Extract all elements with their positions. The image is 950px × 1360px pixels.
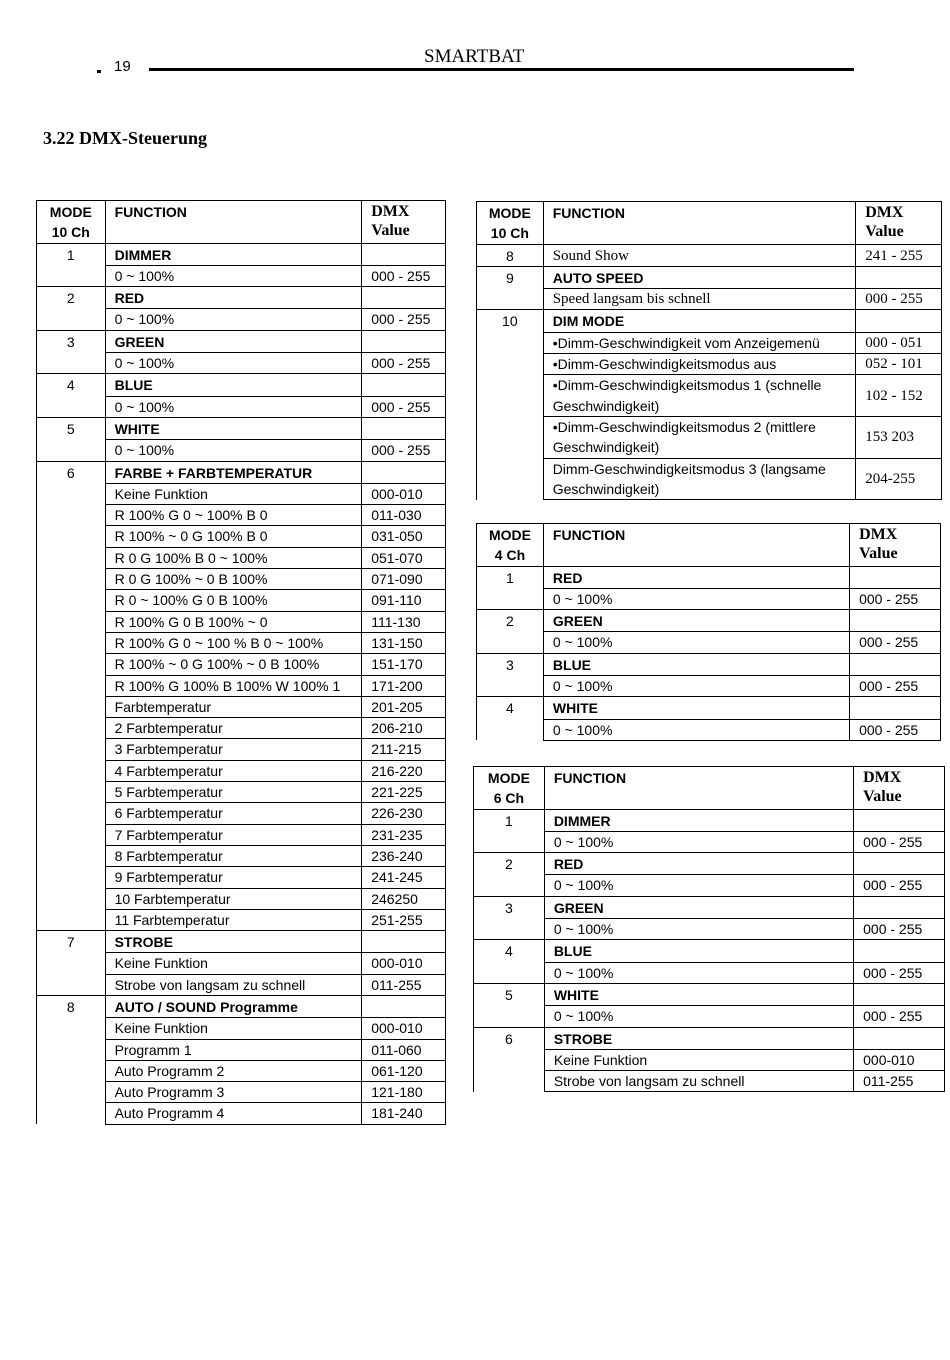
table-row [37,995,446,1017]
function-title: GREEN [543,610,849,632]
mode-header [474,767,545,810]
table-row [37,287,446,309]
table-row [477,610,941,632]
table-row [477,416,942,458]
dmx-value: 000-010 [854,1049,945,1070]
table-header-row [474,767,945,810]
function-text: 0 ~ 100% [544,831,853,852]
dmx-value: 151-170 [362,654,446,675]
function-title: DIMMER [544,809,853,831]
dmx-value [362,995,446,1017]
function-text: 6 Farbtemperatur [105,803,362,824]
function-title: WHITE [105,417,362,439]
dmx-value: 011-060 [362,1039,446,1060]
table-row [474,896,945,918]
channel-group-9 [477,266,942,310]
dmx-value: 102 - 152 [856,375,942,417]
table-row [477,354,942,375]
dmx-value: 236-240 [362,845,446,866]
dmx-value: 000 - 255 [362,440,446,461]
function-text: 0 ~ 100% [543,588,849,609]
mode-header [37,201,106,244]
channel-group-8 [477,244,942,266]
dmx-value: 000 - 255 [854,831,945,852]
table-row [474,1049,945,1070]
dmx-value [850,610,941,632]
function-title: DIMMER [105,243,362,265]
channel-group-6 [474,1027,945,1092]
table-row [477,266,942,288]
function-text: 2 Farbtemperatur [105,718,362,739]
dmx-value: 000 - 255 [850,676,941,697]
dmx-value: 231-235 [362,824,446,845]
function-text: Keine Funktion [105,1018,362,1039]
channel-number: 5 [37,417,106,461]
channel-number: 8 [37,995,106,1124]
function-text: 8 Farbtemperatur [105,845,362,866]
table-row [474,1027,945,1049]
dmx-value [854,983,945,1005]
function-text: Keine Funktion [544,1049,853,1070]
dmx-value [362,461,446,483]
channel-number: 5 [474,983,545,1027]
dmx-value: 000-010 [362,953,446,974]
function-text: 7 Farbtemperatur [105,824,362,845]
table-row [477,289,942,310]
dmx-value: 091-110 [362,590,446,611]
channel-group-4 [477,697,941,741]
dim-mode-option: •Dimm-Geschwindigkeitsmodus 1 (schnelle Geschwindigkeit) [543,375,856,417]
channel-number: 6 [474,1027,545,1092]
function-header: FUNCTION [544,767,853,810]
dmx-value: 031-050 [362,526,446,547]
table-header-row [477,202,942,245]
channel-group-5 [474,983,945,1027]
table-header-row [37,201,446,244]
table-row [477,458,942,500]
table-row [37,417,446,439]
channel-group-10 [477,310,942,500]
dmx-value [854,1027,945,1049]
channel-group-3 [37,330,446,374]
dmx-table-4ch [476,523,941,741]
channel-number: 3 [37,330,106,374]
dmx-value [362,931,446,953]
function-text: 0 ~ 100% [105,265,362,286]
dmx-value [362,417,446,439]
channel-group-1 [477,566,941,610]
dmx-value [854,809,945,831]
function-text: 5 Farbtemperatur [105,782,362,803]
channel-group-1 [37,243,446,287]
channel-number: 2 [477,610,544,654]
dmx-value: 000 - 255 [362,353,446,374]
channel-group-4 [474,940,945,984]
dmx-value: 000-010 [362,483,446,504]
channel-group-2 [474,853,945,897]
function-header: FUNCTION [543,202,856,245]
table-row [37,330,446,352]
channel-group-6 [37,461,446,931]
function-title: STROBE [544,1027,853,1049]
function-text: 0 ~ 100% [105,309,362,330]
dmx-value: 011-030 [362,505,446,526]
dmx-value [850,653,941,675]
dmx-value [850,566,941,588]
value-header-line2: Value [371,222,410,239]
channel-number: 6 [37,461,106,931]
dmx-value: 211-215 [362,739,446,760]
dmx-value [850,697,941,719]
dmx-value: 000 - 255 [854,919,945,940]
function-text: 0 ~ 100% [544,962,853,983]
table-header-row [477,524,941,567]
function-title: AUTO SPEED [543,266,856,288]
function-text: Strobe von langsam zu schnell [105,974,362,995]
channel-number: 2 [474,853,545,897]
dmx-value: 000-010 [362,1018,446,1039]
value-header-line2: Value [863,788,902,805]
function-text: 0 ~ 100% [544,919,853,940]
table-row [477,697,941,719]
table-row [477,676,941,697]
section-heading: 3.22 DMX-Steuerung [43,128,207,148]
function-title: FARBE + FARBTEMPERATUR [105,461,362,483]
channel-number: 4 [37,374,106,418]
dmx-value: 071-090 [362,569,446,590]
channel-number: 3 [474,896,545,940]
table-row [474,919,945,940]
function-text: 0 ~ 100% [543,719,849,740]
table-row [37,374,446,396]
function-text: R 0 ~ 100% G 0 B 100% [105,590,362,611]
function-text: 9 Farbtemperatur [105,867,362,888]
dmx-value [362,243,446,265]
dmx-value: 131-150 [362,632,446,653]
table-row [474,853,945,875]
function-title: AUTO / SOUND Programme [105,995,362,1017]
function-title: RED [543,566,849,588]
dmx-table-6ch [473,766,945,1092]
table-row [474,875,945,896]
table-row [474,831,945,852]
function-title: RED [544,853,853,875]
header-rule [149,68,854,71]
function-text: Speed langsam bis schnell [543,289,856,310]
function-text: 4 Farbtemperatur [105,760,362,781]
dmx-value [854,896,945,918]
function-text: R 0 G 100% ~ 0 B 100% [105,569,362,590]
dmx-value [362,287,446,309]
table-row [474,983,945,1005]
channel-group-5 [37,417,446,461]
channel-group-8 [37,995,446,1124]
function-title: BLUE [544,940,853,962]
dmx-value: 251-255 [362,909,446,930]
channel-number: 10 [477,310,544,500]
dmx-value: 216-220 [362,760,446,781]
dmx-value: 000 - 255 [854,875,945,896]
mode-header-line2: 6 Ch [493,790,525,807]
function-title: WHITE [544,983,853,1005]
mode-header-line2: 10 Ch [51,224,90,241]
table-row [477,310,942,332]
dmx-value: 226-230 [362,803,446,824]
dmx-table-10ch-part2 [476,201,942,500]
dmx-value: 221-225 [362,782,446,803]
mode-header-line1: MODE [487,770,530,786]
function-title: DIM MODE [543,310,856,332]
table-row [474,962,945,983]
function-text: 0 ~ 100% [544,875,853,896]
channel-number: 4 [474,940,545,984]
dmx-table-10ch-part1 [36,200,446,1125]
table-row [477,588,941,609]
function-text: 0 ~ 100% [105,353,362,374]
channel-number: 3 [477,653,544,697]
dmx-value: 000 - 255 [362,396,446,417]
dmx-value [362,330,446,352]
channel-number: 1 [474,809,545,853]
table-row [474,1071,945,1092]
function-text: Auto Programm 2 [105,1060,362,1081]
dmx-value: 111-130 [362,611,446,632]
channel-number: 1 [477,566,544,610]
table-row [477,375,942,417]
function-header: FUNCTION [105,201,362,244]
channel-group-3 [474,896,945,940]
function-header: FUNCTION [543,524,849,567]
dmx-value: 206-210 [362,718,446,739]
table-row [477,566,941,588]
channel-number: 7 [37,931,106,996]
dmx-value: 000 - 255 [856,289,942,310]
channel-group-1 [474,809,945,853]
function-text: Auto Programm 4 [105,1103,362,1124]
channel-number: 8 [477,244,544,266]
function-title: GREEN [544,896,853,918]
dim-mode-option: Dimm-Geschwindigkeitsmodus 3 (langsame Geschwindigkeit) [543,458,856,500]
function-text: 0 ~ 100% [105,440,362,461]
value-header [856,202,942,245]
dmx-value: 171-200 [362,675,446,696]
dim-mode-option: •Dimm-Geschwindigkeitsmodus 2 (mittlere Geschwindigkeit) [543,416,856,458]
table-row [474,809,945,831]
dmx-value: 061-120 [362,1060,446,1081]
function-title: BLUE [105,374,362,396]
table-row [477,719,941,740]
dmx-value: 011-255 [854,1071,945,1092]
dmx-value [362,374,446,396]
function-text: 0 ~ 100% [544,1006,853,1027]
dmx-value: 181-240 [362,1103,446,1124]
value-header [850,524,941,567]
value-header-line1: DMX [863,769,902,786]
table-row [477,653,941,675]
dmx-value: 000 - 255 [362,309,446,330]
dmx-value: 201-205 [362,696,446,717]
function-text: Farbtemperatur [105,696,362,717]
table-row [37,243,446,265]
table-row [474,940,945,962]
table-row [477,244,942,266]
function-text: Programm 1 [105,1039,362,1060]
channel-group-4 [37,374,446,418]
dmx-value [854,940,945,962]
function-text: 11 Farbtemperatur [105,909,362,930]
channel-number: 1 [37,243,106,287]
function-text: R 100% G 0 ~ 100% B 0 [105,505,362,526]
function-text: 3 Farbtemperatur [105,739,362,760]
dmx-value: 000 - 255 [854,962,945,983]
dmx-value: 121-180 [362,1082,446,1103]
mode-header-line2: 4 Ch [494,547,526,564]
table-row [37,461,446,483]
function-text: 0 ~ 100% [543,676,849,697]
mode-header-line1: MODE [488,527,531,543]
channel-group-3 [477,653,941,697]
dmx-value: 000 - 255 [362,265,446,286]
channel-group-2 [477,610,941,654]
bullet-mark [97,70,101,73]
function-text: R 100% ~ 0 G 100% B 0 [105,526,362,547]
function-text: 0 ~ 100% [543,632,849,653]
dmx-value: 241-245 [362,867,446,888]
value-header [362,201,446,244]
function-text: R 100% G 0 B 100% ~ 0 [105,611,362,632]
function-text: Strobe von langsam zu schnell [544,1071,853,1092]
function-title: STROBE [105,931,362,953]
value-header [854,767,945,810]
value-header-line1: DMX [859,526,898,543]
mode-header-line2: 10 Ch [490,225,529,242]
dmx-value: 052 - 101 [856,354,942,375]
function-text: R 100% G 0 ~ 100 % B 0 ~ 100% [105,632,362,653]
dmx-value: 000 - 051 [856,332,942,353]
value-header-line1: DMX [371,203,410,220]
dmx-value: 000 - 255 [850,588,941,609]
dmx-value: 000 - 255 [850,719,941,740]
function-text: Auto Programm 3 [105,1082,362,1103]
function-text: 10 Farbtemperatur [105,888,362,909]
channel-number: 4 [477,697,544,741]
page-number: 19 [114,58,131,75]
channel-group-7 [37,931,446,996]
dmx-value: 011-255 [362,974,446,995]
mode-header [477,524,544,567]
dmx-value: 153 203 [856,416,942,458]
dmx-value: 204-255 [856,458,942,500]
value-header-line1: DMX [865,204,904,221]
dmx-value: 000 - 255 [854,1006,945,1027]
function-text: R 100% G 100% B 100% W 100% 1 [105,675,362,696]
function-title: GREEN [105,330,362,352]
table-row [37,931,446,953]
value-header-line2: Value [865,223,904,240]
mode-header-line1: MODE [488,205,531,221]
channel-number: 2 [37,287,106,331]
mode-header [477,202,544,245]
function-text: R 0 G 100% B 0 ~ 100% [105,547,362,568]
value-header-line2: Value [859,545,898,562]
mode-header-line1: MODE [49,204,92,220]
dmx-value: 246250 [362,888,446,909]
dmx-value: 051-070 [362,547,446,568]
channel-number: 9 [477,266,544,310]
dmx-value: 241 - 255 [856,244,942,266]
dim-mode-option: •Dimm-Geschwindigkeitsmodus aus [543,354,856,375]
function-text: Keine Funktion [105,483,362,504]
dim-mode-option: •Dimm-Geschwindigkeit vom Anzeigemenü [543,332,856,353]
function-title: RED [105,287,362,309]
document-title: SMARTBAT [424,46,525,67]
function-text: Sound Show [543,244,856,266]
dmx-value [854,853,945,875]
table-row [477,332,942,353]
dmx-value: 000 - 255 [850,632,941,653]
function-text: R 100% ~ 0 G 100% ~ 0 B 100% [105,654,362,675]
function-text: Keine Funktion [105,953,362,974]
function-title: WHITE [543,697,849,719]
function-text: 0 ~ 100% [105,396,362,417]
table-row [477,632,941,653]
table-row [474,1006,945,1027]
channel-group-2 [37,287,446,331]
function-title: BLUE [543,653,849,675]
